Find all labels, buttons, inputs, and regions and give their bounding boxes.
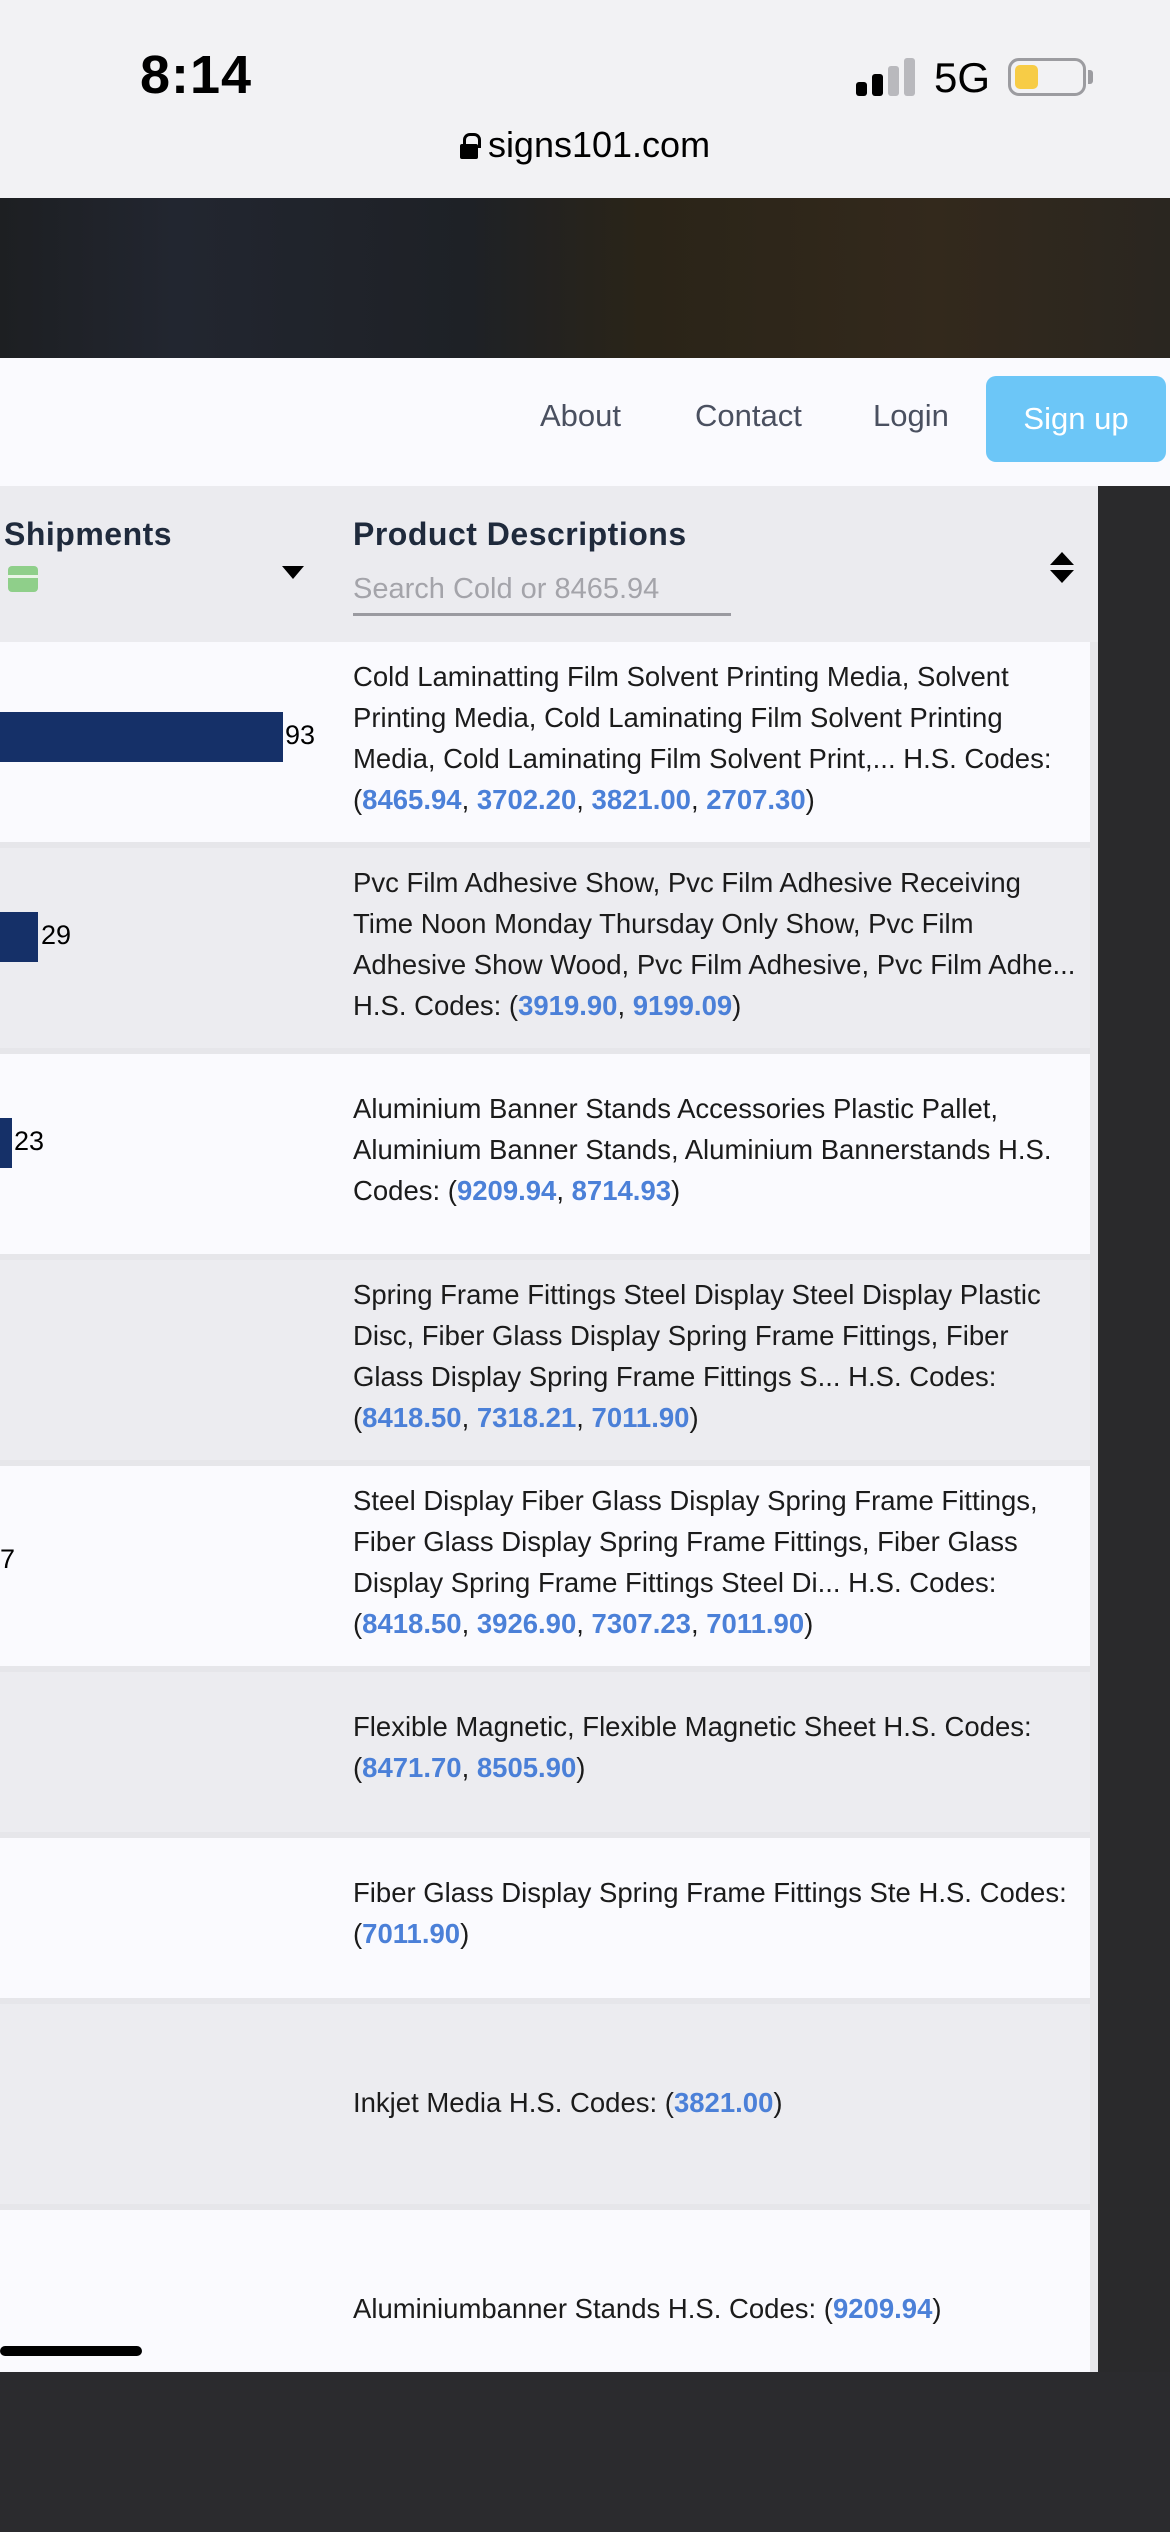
shipments-bar [0, 1118, 12, 1168]
hs-code-link[interactable]: 8505.90 [476, 1752, 577, 1783]
shipments-count: 7 [0, 1544, 16, 1574]
hero-banner [0, 198, 1170, 358]
hs-code-link[interactable]: 8714.93 [571, 1175, 672, 1206]
shipments-count: 29 [41, 920, 72, 950]
table-header [0, 486, 1098, 642]
hs-code-link[interactable]: 7011.90 [706, 1608, 805, 1639]
signup-button[interactable]: Sign up [986, 376, 1166, 462]
hs-code-link[interactable]: 8418.50 [362, 1608, 462, 1639]
shipments-bar [0, 712, 283, 762]
nav-contact[interactable]: Contact [695, 398, 802, 433]
hs-code-link[interactable]: 9209.94 [832, 2293, 933, 2324]
horizontal-scrollbar[interactable] [0, 2346, 142, 2356]
shipments-table [0, 486, 1098, 2372]
table-row[interactable] [0, 2004, 1090, 2204]
nav-login[interactable]: Login [873, 398, 949, 433]
battery-cap [1088, 70, 1093, 84]
clock: 8:14 [140, 45, 253, 105]
column-header-products[interactable]: Product Descriptions [353, 516, 687, 552]
hs-code-link[interactable]: 7307.23 [591, 1608, 691, 1639]
table-row[interactable] [0, 1466, 1090, 1666]
table-row[interactable] [0, 2210, 1090, 2372]
product-description: Fiber Glass Display Spring Frame Fittings Ste H.S. Codes: (7011.90) [353, 1877, 1067, 1949]
hs-code-link[interactable]: 9209.94 [456, 1175, 557, 1206]
package-icon [8, 566, 38, 592]
network-type: 5G [934, 54, 991, 101]
hs-code-link[interactable]: 2707.30 [706, 784, 806, 815]
shipments-bar [0, 912, 38, 962]
product-description: Spring Frame Fittings Steel Display Steel Display Plastic Disc, Fiber Glass Display Spring Frame Fittings, Fiber Glass Display Spring Frame Fittings S... H.S. Codes: (8418.50, 7318.21, 7011.90) [353, 1279, 1041, 1433]
table-row[interactable] [0, 642, 1090, 842]
table-row[interactable] [0, 1672, 1090, 1832]
battery-icon [1008, 58, 1086, 96]
shipments-count: 23 [14, 1126, 45, 1156]
product-description: Pvc Film Adhesive Show, Pvc Film Adhesive Receiving Time Noon Monday Thursday Only Show, Pvc Film Adhesive Show Wood, Pvc Film Adhesive, Pvc Film Adhe... H.S. Codes: (3919.90, 9199.09) [353, 867, 1076, 1021]
table-row[interactable] [0, 848, 1090, 1048]
url-bar[interactable] [0, 124, 1170, 166]
hs-code-link[interactable]: 7318.21 [476, 1402, 577, 1433]
nav-about[interactable]: About [540, 398, 622, 433]
url-text: signs101.com [487, 124, 711, 165]
sort-desc-icon[interactable] [282, 566, 304, 579]
hs-code-link[interactable]: 7011.90 [362, 1918, 461, 1949]
cellular-signal-icon [856, 58, 916, 96]
hs-code-link[interactable]: 3702.20 [476, 784, 577, 815]
product-description: Aluminium Banner Stands Accessories Plastic Pallet, Aluminium Banner Stands, Aluminium Bannerstands H.S. Codes: (9209.94, 8714.93) [353, 1093, 1052, 1206]
hs-code-link[interactable]: 9199.09 [632, 990, 733, 1021]
table-row[interactable] [0, 1838, 1090, 1998]
sort-icon[interactable] [1050, 552, 1074, 586]
hs-code-link[interactable]: 3821.00 [673, 2087, 774, 2118]
product-description: Inkjet Media H.S. Codes: (3821.00) [353, 2087, 783, 2118]
hs-code-link[interactable]: 3926.90 [476, 1608, 577, 1639]
product-description: Cold Laminatting Film Solvent Printing Media, Solvent Printing Media, Cold Laminating Film Solvent Printing Media, Cold Laminating Film Solvent Print,... H.S. Codes: (8465.94, 3702.20, 3821.00, 2707.30) [353, 661, 1052, 815]
hs-code-link[interactable]: 3821.00 [591, 784, 691, 815]
hs-code-link[interactable]: 3919.90 [518, 990, 618, 1021]
status-bar [0, 0, 1170, 200]
product-description: Aluminiumbanner Stands H.S. Codes: (9209.94) [353, 2293, 942, 2324]
hs-code-link[interactable]: 7011.90 [591, 1402, 690, 1433]
table-row[interactable] [0, 1054, 1090, 1254]
column-header-shipments[interactable]: Shipments [4, 516, 173, 552]
product-description: Steel Display Fiber Glass Display Spring Frame Fittings, Fiber Glass Display Spring Frame Fittings, Fiber Glass Display Spring Frame Fittings Steel Di... H.S. Codes: (8418.50, 3926.90, 7307.23, 7011.90) [353, 1485, 1038, 1639]
hs-code-link[interactable]: 8418.50 [362, 1402, 462, 1433]
browser-toolbar [0, 2372, 1170, 2532]
table-row[interactable] [0, 1260, 1090, 1460]
product-search-input[interactable] [353, 566, 731, 616]
lock-icon [460, 133, 478, 159]
product-description: Flexible Magnetic, Flexible Magnetic Sheet H.S. Codes: (8471.70, 8505.90) [353, 1711, 1032, 1783]
hs-code-link[interactable]: 8471.70 [362, 1752, 462, 1783]
hs-code-link[interactable]: 8465.94 [362, 784, 462, 815]
shipments-count: 93 [285, 720, 316, 750]
